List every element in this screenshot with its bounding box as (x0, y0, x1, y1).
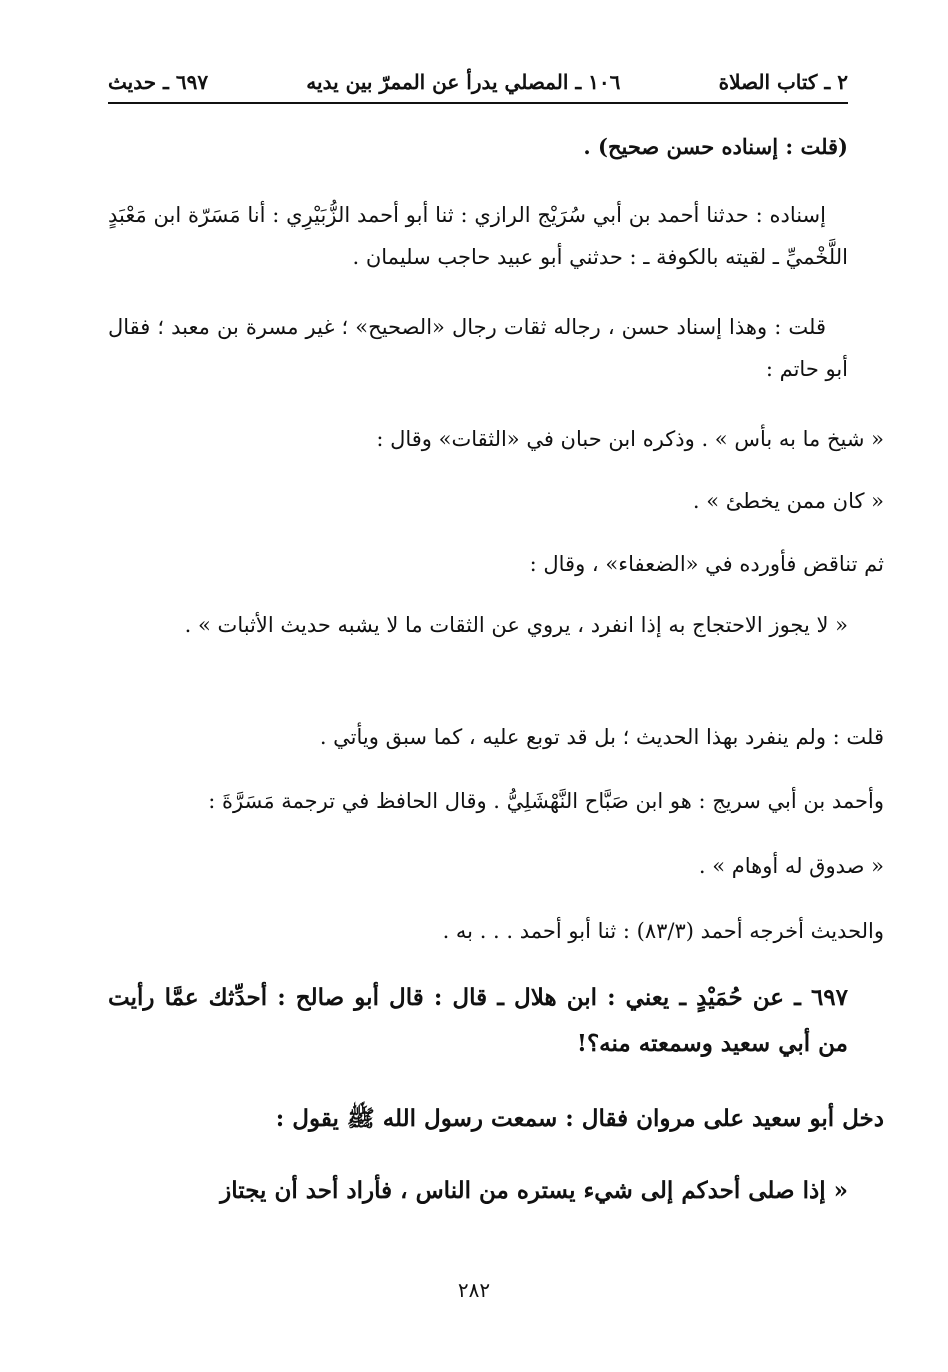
hafiz-quote: « صدوق له أوهام » . (698, 854, 884, 878)
narrator-assessment-paragraph: قلت : وهذا إسناد حسن ، رجاله ثقات رجال «الصحيح» ؛ غير مسرة بن معبد ؛ فقال أبو حاتم : (108, 315, 848, 381)
isnad-paragraph: إسناده : حدثنا أحمد بن أبي سُرَيْج الرازي : ثنا أبو أحمد الزُّبَيْرِي : أنا مَسَرّة ابن مَعْبَدٍ اللَّخْميِّ ـ لقيته بالكوفة ـ : حدثني أبو عبيد حاجب سليمان . (108, 203, 848, 269)
grading-note: (قلت : إسناده حسن صحيح) . (583, 134, 848, 159)
hadith-697-intro: ٦٩٧ ـ عن حُمَيْدٍ ـ يعني : ابن هلال ـ قال : قال أبو صالح : أحدِّثك عمَّا رأيت من أبي سعيد وسمعته منه؟! (108, 984, 848, 1057)
corroboration-note: قلت : ولم ينفرد بهذا الحديث ؛ بل قد توبع عليه ، كما سبق ويأتي . (319, 725, 884, 749)
hadith-697-narration: دخل أبو سعيد على مروان فقال : سمعت رسول الله ﷺ يقول : (275, 1105, 884, 1132)
takhrij-note: والحديث أخرجه أحمد (٨٣/٣) : ثنا أبو أحمد . . . به . (442, 919, 884, 943)
header-book-title: ٢ ـ كتاب الصلاة (718, 70, 848, 94)
duafa-quote: « لا يجوز الاحتجاج به إذا انفرد ، يروي عن الثقات ما لا يشبه حديث الأثبات » . (184, 613, 848, 637)
ibn-hibban-quote: « كان ممن يخطئ » . (692, 489, 884, 513)
header-hadith-number: ٦٩٧ ـ حديث (108, 70, 209, 94)
contradiction-note: ثم تناقض فأورده في «الضعفاء» ، وقال : (529, 552, 884, 576)
hadith-697-text: « إذا صلى أحدكم إلى شيء يستره من الناس ، فأراد أحد أن يجتاز (220, 1177, 848, 1204)
header-chapter-title: ١٠٦ ـ المصلي يدرأ عن الممرّ بين يديه (306, 70, 621, 94)
page-number: ٢٨٢ (457, 1278, 491, 1302)
running-header (108, 62, 848, 104)
abu-hatim-quote: « شيخ ما به بأس » . وذكره ابن حبان في «الثقات» وقال : (376, 427, 884, 451)
narrator-identification: وأحمد بن أبي سريج : هو ابن صَبَّاح النَّهْشَلِيُّ . وقال الحافظ في ترجمة مَسَرَّةَ : (208, 789, 884, 813)
